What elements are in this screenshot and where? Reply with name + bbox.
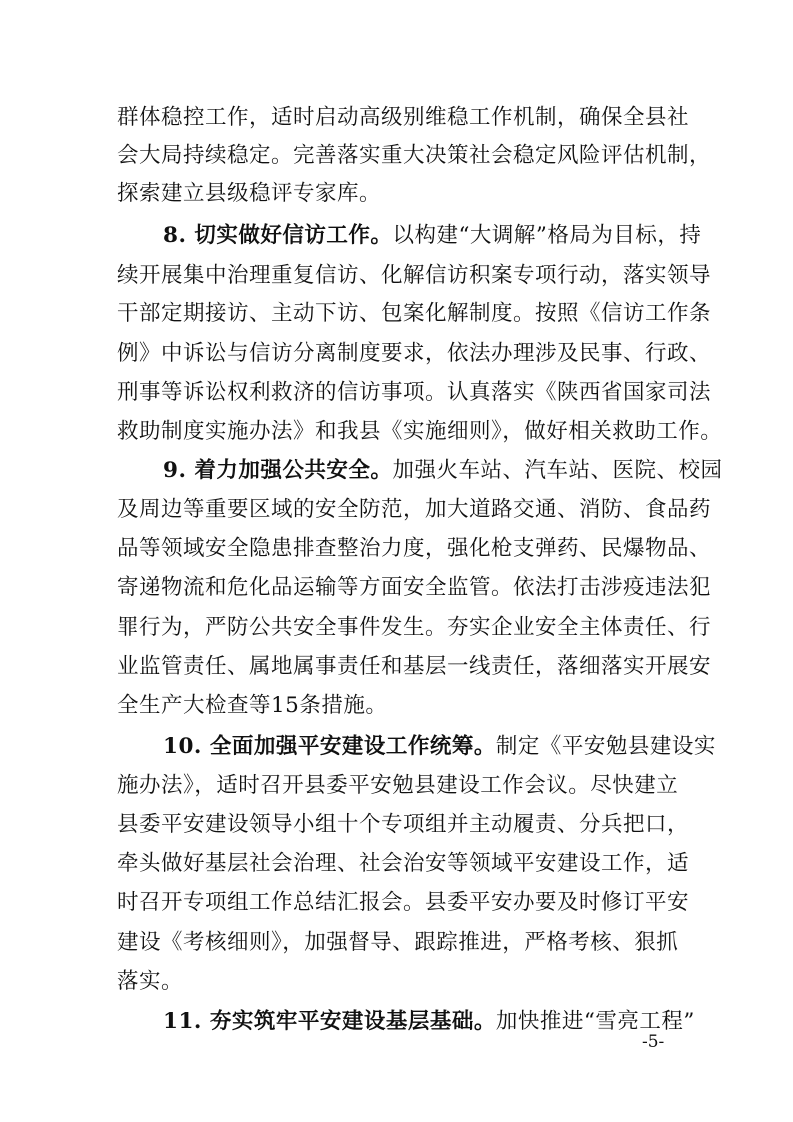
section-8-line-5: 刑事等诉讼权利救济的信访事项。认真落实《陕西省国家司法 — [117, 380, 712, 405]
section-8-line-4: 例》中诉讼与信访分离制度要求，依法办理涉及民事、行政、 — [117, 341, 712, 366]
section-11-heading-line — [163, 1007, 707, 1037]
section-10-line-5: 时召开专项组工作总结汇报会。县委平安办要及时修订平安 — [117, 890, 690, 915]
section-11-heading: 11. 夯实筑牢平安建设基层基础。 — [163, 1009, 496, 1034]
section-9-line-5: 罪行为，严防公共安全事件发生。夯实企业安全主体责任、行 — [117, 615, 712, 640]
section-9-line-6: 业监管责任、属地属事责任和基层一线责任，落细落实开展安 — [117, 654, 712, 679]
section-10-line-4: 牵头做好基层社会治理、社会治安等领域平安建设工作，适 — [117, 851, 690, 876]
section-10-line-3: 县委平安建设领导小组十个专项组并主动履责、分兵把口， — [117, 812, 690, 837]
section-10-line-6: 建设《考核细则》，加强督导、跟踪推进，严格考核、狠抓 — [117, 930, 679, 955]
section-9-line-4: 寄递物流和危化品运输等方面安全监管。依法打击涉疫违法犯 — [117, 575, 712, 600]
section-10-first-line — [163, 732, 716, 762]
section-8-heading: 8. 切实做好信访工作。 — [163, 223, 393, 248]
section-8-first-line — [163, 221, 707, 251]
section-9-line-7: 全生产大检查等15条措施。 — [117, 693, 388, 718]
intro-line-3: 探索建立县级稳评专家库。 — [117, 181, 382, 206]
intro-line-1: 群体稳控工作，适时启动高级别维稳工作机制，确保全县社 — [117, 105, 690, 130]
section-10-line-2: 施办法》，适时召开县委平安勉县建设工作会议。尽快建立 — [117, 773, 679, 798]
section-8-line-6: 救助制度实施办法》和我县《实施细则》，做好相关救助工作。 — [117, 419, 723, 444]
section-9-line-2: 及周边等重要区域的安全防范，加大道路交通、消防、食品药 — [117, 497, 712, 522]
section-10-first-line-text: 制定《平安勉县建设实 — [495, 734, 716, 759]
section-9-heading: 9. 着力加强公共安全。 — [163, 458, 393, 483]
section-9-line-3: 品等领域安全隐患排查整治力度，强化枪支弹药、民爆物品、 — [117, 536, 712, 561]
section-8-line-2: 续开展集中治理重复信访、化解信访积案专项行动，落实领导 — [117, 263, 712, 288]
section-9-first-line-text: 加强火车站、汽车站、医院、校园 — [392, 458, 723, 483]
section-11-first-line-text: 加快推进“雪亮工程” — [495, 1009, 695, 1034]
section-10-heading: 10. 全面加强平安建设工作统筹。 — [163, 734, 496, 759]
section-9-first-line — [163, 456, 723, 486]
page-number: -5- — [642, 1032, 665, 1052]
intro-line-2: 会大局持续稳定。完善落实重大决策社会稳定风险评估机制， — [117, 143, 712, 168]
section-8-first-line-text: 以构建“大调解”格局为目标，持 — [392, 223, 702, 248]
section-10-line-7: 落实。 — [117, 969, 184, 994]
section-8-line-3: 干部定期接访、主动下访、包案化解制度。按照《信访工作条 — [117, 301, 712, 326]
